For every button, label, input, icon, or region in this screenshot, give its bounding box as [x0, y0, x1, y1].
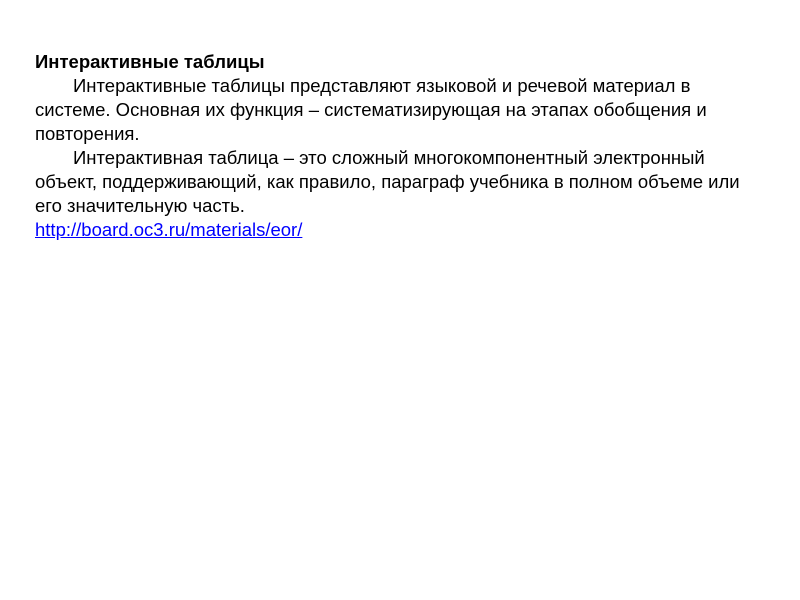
slide-content — [35, 50, 755, 242]
paragraph-1: Интерактивные таблицы представляют языковой и речевой материал в системе. Основная их функция – систематизирующая на этапах обобщения и повторения. — [35, 75, 707, 144]
materials-link[interactable]: http://board.oc3.ru/materials/eor/ — [35, 219, 303, 240]
paragraph-2: Интерактивная таблица – это сложный многокомпонентный электронный объект, поддерживающий, как правило, параграф учебника в полном объеме или его значительную часть. — [35, 147, 740, 216]
slide-heading: Интерактивные таблицы — [35, 51, 265, 72]
